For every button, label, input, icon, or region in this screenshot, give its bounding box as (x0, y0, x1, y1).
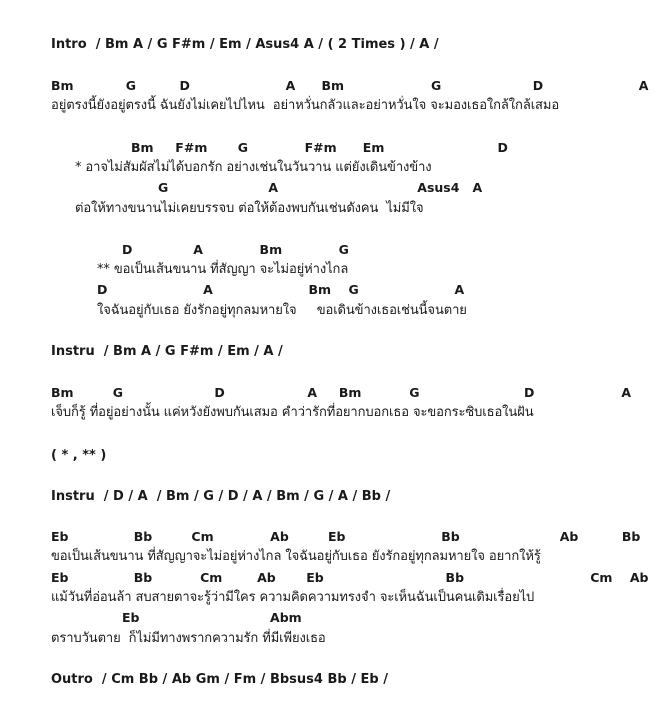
verse-chords-2: Bm F#m G F#m Em D (131, 140, 508, 155)
repeat-marker: ( * , ** ) (51, 448, 107, 463)
bridge-lyrics-1: ขอเป็นเส้นขนาน ที่สัญญาจะไม่อยู่ห่างไกล ใจฉันอยู่กับเธอ ยังรักอยู่ทุกลมหายใจ อยากให้รู้ (51, 549, 541, 564)
bridge-chords-1: Eb Bb Cm Ab Eb Bb Ab Bb (51, 529, 641, 544)
verse2-chords: Bm G D A Bm G D A (51, 385, 632, 400)
verse-lyrics-3: ต่อให้ทางขนานไม่เคยบรรจบ ต่อให้ต้องพบกันเช่นดังคน ไม่มีใจ (75, 201, 424, 216)
bridge-lyrics-2: แม้วันที่อ่อนล้า สบสายตาจะรู้ว่ามีใคร ความคิดความทรงจำ จะเห็นฉันเป็นคนเดิมเรื่อยไป (51, 590, 535, 605)
intro-line: Intro / Bm A / G F#m / Em / Asus4 A / ( 2 Times ) / A / (51, 37, 439, 52)
verse-lyrics-2: * อาจไม่สัมผัสไม่ได้บอกรัก อย่างเช่นในวันวาน แต่ยังเดินข้างข้าง (75, 160, 432, 175)
verse-lyrics-1: อยู่ตรงนี้ยังอยู่ตรงนี้ ฉันยังไม่เคยไปไหน อย่าหวั่นกลัวและอย่าหวั่นใจ จะมองเธอใกล้ใกล้เสมอ (51, 98, 560, 113)
chorus-lyrics-1: ** ขอเป็นเส้นขนาน ที่สัญญา จะไม่อยู่ห่างไกล (97, 262, 349, 277)
outro-line: Outro / Cm Bb / Ab Gm / Fm / Bbsus4 Bb / Eb / (51, 672, 388, 687)
instru-line-2: Instru / D / A / Bm / G / D / A / Bm / G / A / Bb / (51, 489, 391, 504)
verse-chords-1: Bm G D A Bm G D A (51, 78, 649, 93)
verse-chords-3: G A Asus4 A (158, 180, 483, 195)
instru-line-1: Instru / Bm A / G F#m / Em / A / (51, 344, 283, 359)
bridge-chords-2: Eb Bb Cm Ab Eb Bb Cm Ab (51, 570, 649, 585)
chorus-lyrics-2: ใจฉันอยู่กับเธอ ยังรักอยู่ทุกลมหายใจ ขอเดินข้างเธอเช่นนี้จนตาย (97, 303, 467, 318)
bridge-chords-3: Eb Abm (122, 610, 302, 625)
bridge-lyrics-3: ตราบวันตาย ก็ไม่มีทางพรากความรัก ที่มีเพียงเธอ (51, 631, 326, 646)
verse2-lyrics: เจ็บก็รู้ ที่อยู่อย่างนั้น แค่หวังยังพบกันเสมอ คำว่ารักที่อยากบอกเธอ จะขอกระซิบเธอในฝัน (51, 405, 534, 420)
chorus-chords-2: D A Bm G A (97, 282, 465, 297)
chorus-chords-1: D A Bm G (122, 242, 349, 257)
